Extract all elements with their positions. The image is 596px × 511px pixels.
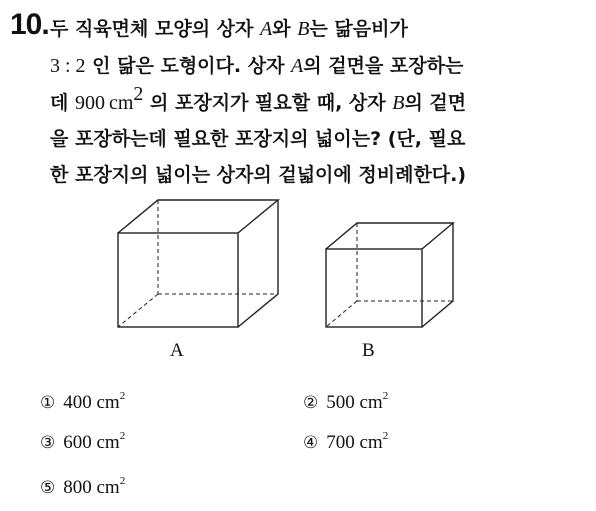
question-line-5: 한 포장지의 넓이는 상자의 겉넓이에 정비례한다.) [50, 164, 467, 186]
choice-marker: ⑤ [40, 478, 56, 498]
box-b-drawing [326, 223, 453, 327]
choice-5[interactable]: ⑤ 800 $cm^2$ [40, 475, 126, 498]
box-a-top-face [118, 200, 278, 233]
box-b-top-face [326, 223, 453, 249]
choice-marker: ③ [40, 433, 56, 453]
choice-1[interactable]: ① 400 $cm^2$ [40, 390, 126, 413]
choice-marker: ① [40, 393, 56, 413]
similarity-ratio: 3 : 2 [50, 55, 86, 77]
question-line-4: 을 포장하는데 필요한 포장지의 넓이는? (단, 필요 [50, 128, 466, 150]
figure-label-b: B [362, 340, 375, 361]
box-a-drawing [118, 200, 278, 327]
figure-label-a: A [170, 340, 184, 361]
question-line-3: 데 900 $cm^2$ 의 포장지가 필요할 때, 상자 B의 겉면 [50, 83, 467, 114]
choice-marker: ② [303, 393, 319, 413]
box-a-right-edges [238, 200, 278, 327]
box-a-front-face [118, 233, 238, 327]
question-line-2: 3 : 2 인 닮은 도형이다. 상자 A의 겉면을 포장하는 [50, 55, 464, 77]
question-number: 10. [10, 8, 49, 41]
box-b-variable: B [297, 18, 310, 40]
box-b-right-edges [422, 223, 453, 327]
given-area: 900 [74, 92, 105, 114]
choice-3[interactable]: ③ 600 $cm^2$ [40, 430, 126, 453]
choice-marker: ④ [303, 433, 319, 453]
choice-2[interactable]: ② 500 $cm^2$ [303, 390, 389, 413]
box-a-variable: A [260, 18, 273, 40]
question-line-1: 두 직육면체 모양의 상자 A와 B는 닮음비가 [50, 18, 408, 40]
choice-4[interactable]: ④ 700 $cm^2$ [303, 430, 389, 453]
